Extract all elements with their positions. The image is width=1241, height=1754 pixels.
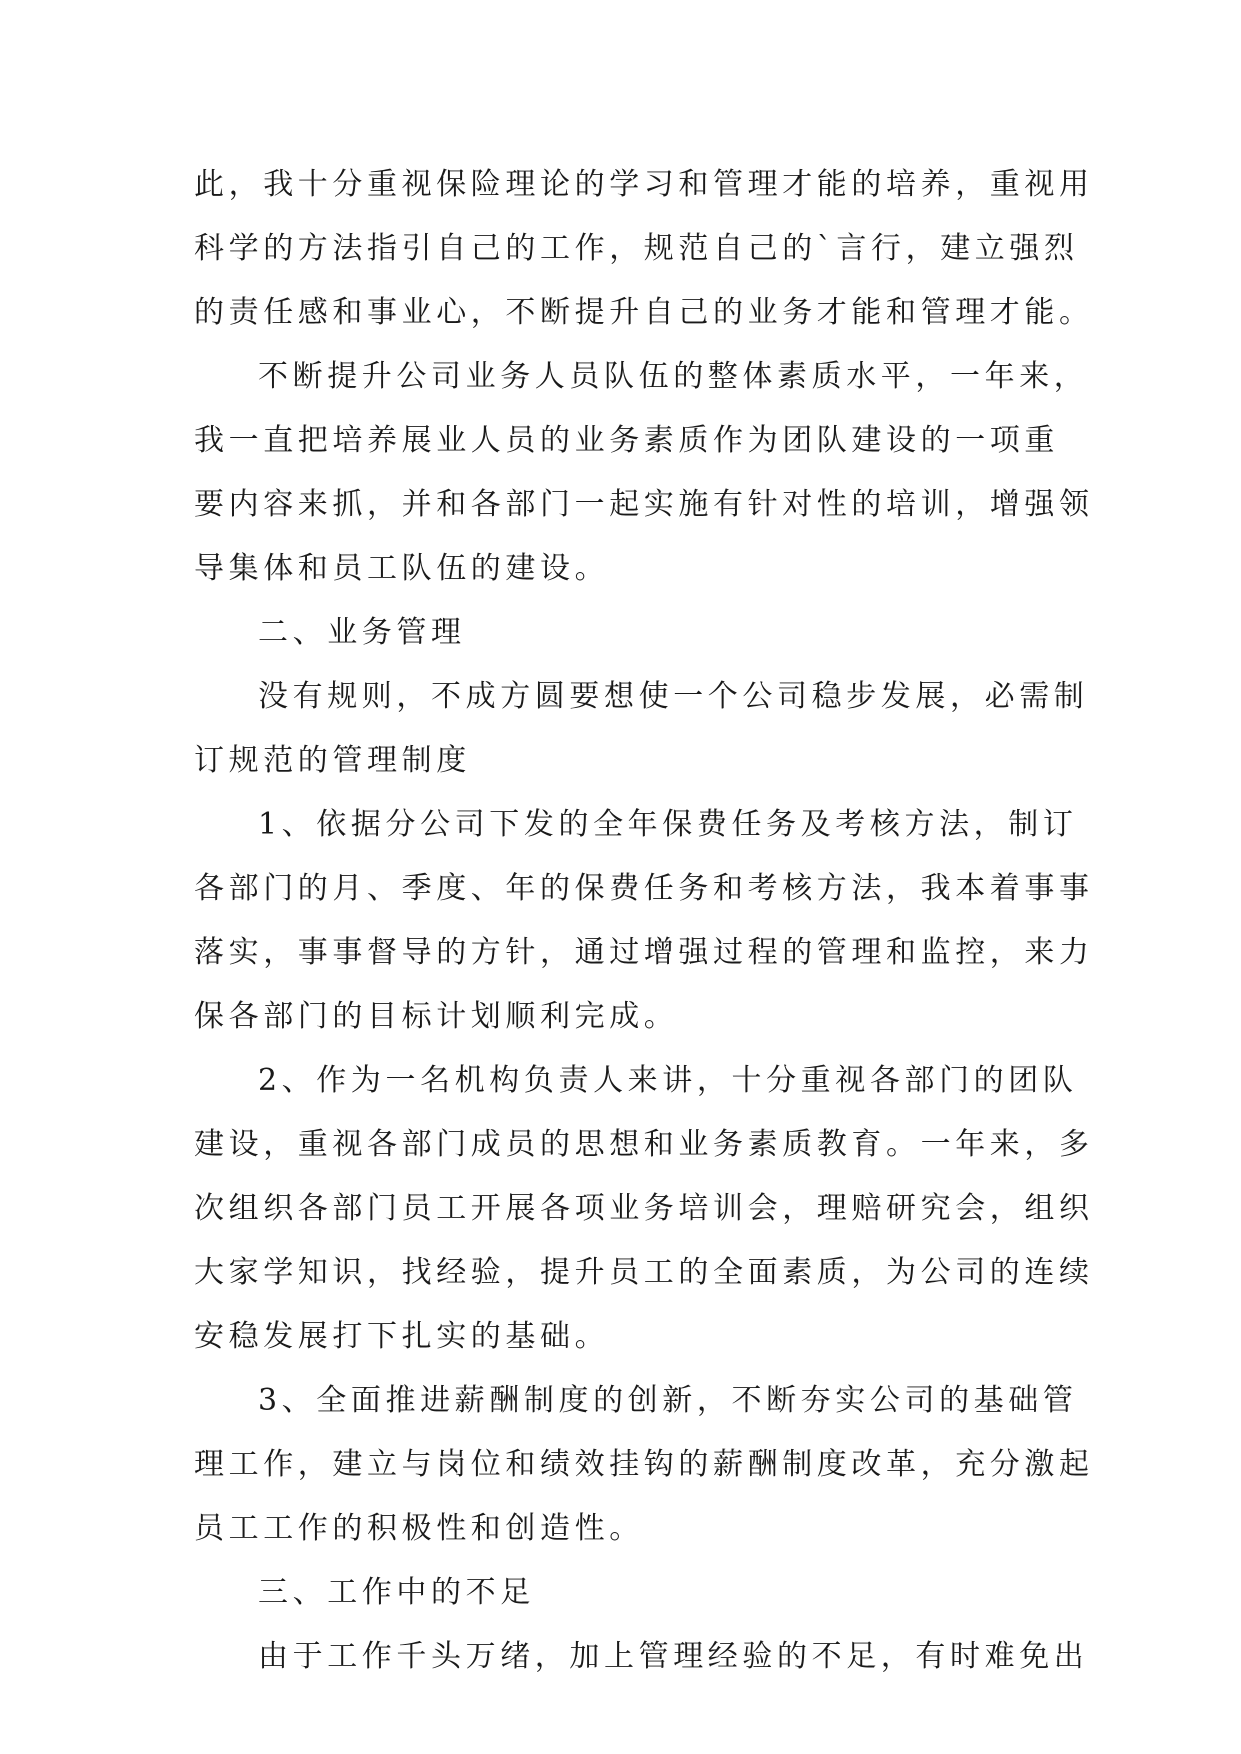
list-item-paragraph [194, 1049, 1094, 1369]
paragraph [194, 153, 1094, 345]
list-item-paragraph [194, 1369, 1094, 1561]
text-line: 2、作为一名机构负责人来讲，十分重视各部门的团队 [258, 1063, 1078, 1098]
text-line: 员工工作的积极性和创造性。 [194, 1511, 644, 1546]
text-line: 科学的方法指引自己的工作，规范自己的`言行，建立强烈 [194, 231, 1079, 266]
paragraph [194, 665, 1089, 793]
paragraph [194, 345, 1094, 601]
text-line: 由于工作千头万绪，加上管理经验的不足，有时难免出 [258, 1639, 1089, 1674]
text-line: 此，我十分重视保险理论的学习和管理才能的培养，重视用 [194, 167, 1094, 202]
text-line: 次组织各部门员工开展各项业务培训会，理赔研究会，组织 [194, 1191, 1094, 1226]
text-line: 安稳发展打下扎实的基础。 [194, 1319, 610, 1354]
text-line: 保各部门的目标计划顺利完成。 [194, 999, 679, 1034]
heading-text: 三、工作中的不足 [258, 1575, 535, 1610]
text-line: 1、依据分公司下发的全年保费任务及考核方法，制订 [258, 807, 1078, 842]
text-line: 不断提升公司业务人员队伍的整体素质水平，一年来， [258, 359, 1089, 394]
text-line: 建设，重视各部门成员的思想和业务素质教育。一年来，多 [194, 1127, 1094, 1162]
text-line: 各部门的月、季度、年的保费任务和考核方法，我本着事事 [194, 871, 1094, 906]
text-line: 3、全面推进薪酬制度的创新，不断夯实公司的基础管 [258, 1383, 1078, 1418]
text-line: 导集体和员工队伍的建设。 [194, 551, 610, 586]
text-line: 落实，事事督导的方针，通过增强过程的管理和监控，来力 [194, 935, 1094, 970]
text-line: 大家学知识，找经验，提升员工的全面素质，为公司的连续 [194, 1255, 1094, 1290]
text-line: 订规范的管理制度 [194, 743, 471, 778]
document-page [194, 153, 1094, 1689]
text-line: 没有规则，不成方圆要想使一个公司稳步发展，必需制 [258, 679, 1089, 714]
section-heading [194, 601, 1052, 665]
text-line: 的责任感和事业心，不断提升自己的业务才能和管理才能。 [194, 295, 1094, 330]
list-item-paragraph [194, 793, 1094, 1049]
paragraph [194, 1625, 1089, 1689]
text-line: 理工作，建立与岗位和绩效挂钩的薪酬制度改革，充分激起 [194, 1447, 1094, 1482]
heading-text: 二、业务管理 [258, 615, 466, 650]
text-line: 要内容来抓，并和各部门一起实施有针对性的培训，增强领 [194, 487, 1094, 522]
section-heading [194, 1561, 1052, 1625]
text-line: 我一直把培养展业人员的业务素质作为团队建设的一项重 [194, 423, 1059, 458]
